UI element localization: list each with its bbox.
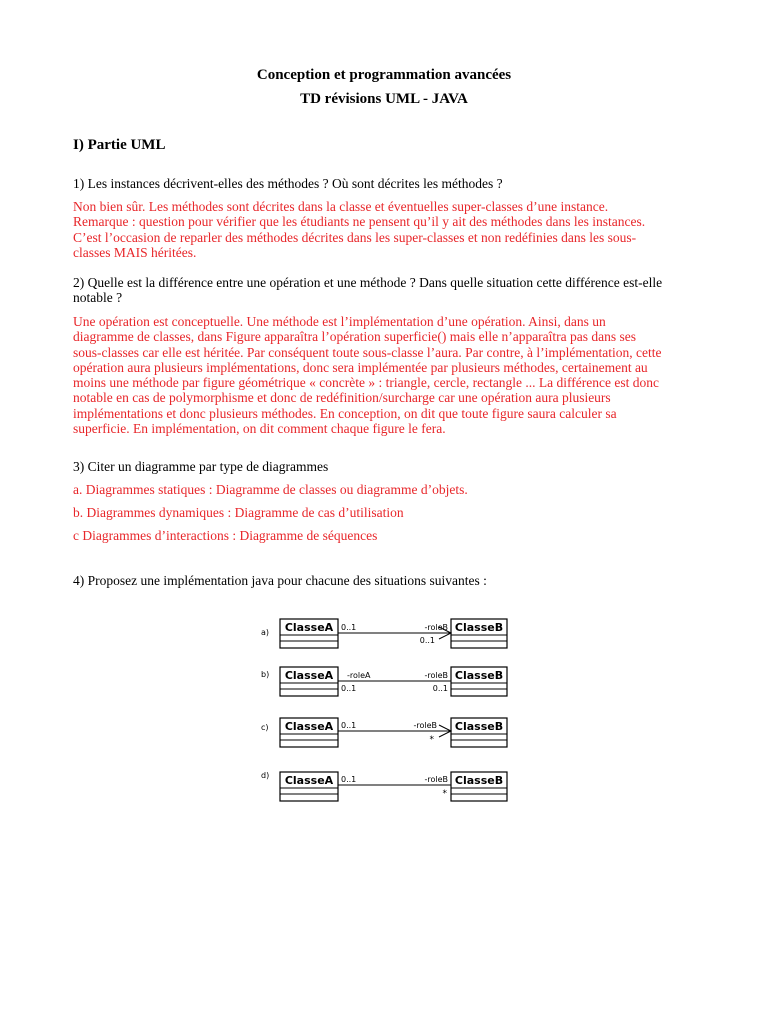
answer-1-line: Non bien sûr. Les méthodes sont décrites dans la classe et éventuelles super-classes d’une instance.	[73, 199, 609, 214]
answer-2-line: Une opération est conceptuelle. Une méthode est l’implémentation d’une opération. Ainsi, dans un	[73, 314, 606, 329]
multiplicity-right: *	[429, 735, 434, 745]
role-left: -roleA	[347, 671, 371, 680]
answer-2-line: opération aura plusieurs implémentations, donc sera implémentée par plusieurs méthodes, certainement au	[73, 359, 648, 375]
answer-2-line: diagramme de classes, dans Figure apparaîtra l’opération superficie() mais elle n’apparaîtra pas dans ses	[73, 329, 637, 345]
role-right: -roleB	[424, 775, 448, 784]
answer-2-line: implémentations et donc plusieurs méthodes. En conception, on dit que toute figure saura calculer sa	[73, 405, 617, 421]
answer-2-line: superficie. En implémentation, on dit comment chaque figure le fera.	[73, 421, 446, 437]
role-right: -roleB	[413, 721, 437, 730]
question-1: 1) Les instances décrivent-elles des méthodes ? Où sont décrites les méthodes ?	[73, 176, 503, 191]
answer-3b: b. Diagrammes dynamiques : Diagramme de cas d’utilisation	[73, 505, 404, 520]
multiplicity-left: 0..1	[341, 721, 357, 730]
role-right: -roleB	[424, 623, 448, 632]
answer-2-line: notable en cas de polymorphisme et donc de redéfinition/surcharge car une opération aura plusieurs	[73, 390, 611, 406]
uml-diagrams	[255, 608, 515, 808]
diagram-label: d)	[261, 771, 270, 780]
question-3: 3) Citer un diagramme par type de diagrammes	[73, 459, 329, 474]
class-name-right: ClasseB	[454, 774, 504, 787]
class-name-right: ClasseB	[454, 621, 504, 634]
answer-1	[73, 199, 703, 260]
question-2-line: notable ?	[73, 290, 123, 305]
multiplicity-left: 0..1	[341, 623, 357, 632]
answer-1-line: C’est l’occasion de reparler des méthodes décrites dans les super-classes et non redéfinies dans les sous-	[73, 229, 637, 245]
uml-diagram-c	[261, 718, 507, 747]
uml-diagram-d	[261, 771, 507, 801]
question-2-line: 2) Quelle est la différence entre une opération et une méthode ? Dans quelle situation cette différence est-elle	[73, 275, 663, 290]
question-2	[73, 275, 703, 305]
document-title: Conception et programmation avancées	[256, 67, 512, 83]
class-name-left: ClasseA	[284, 621, 334, 634]
document-subtitle: TD révisions UML - JAVA	[300, 91, 468, 107]
class-name-left: ClasseA	[284, 774, 334, 787]
role-right: -roleB	[424, 671, 448, 680]
answer-3c: c Diagrammes d’interactions : Diagramme de séquences	[73, 528, 378, 543]
diagram-label: b)	[261, 670, 270, 679]
answer-2	[73, 314, 703, 436]
class-name-left: ClasseA	[284, 669, 334, 682]
answer-3a: a. Diagrammes statiques : Diagramme de classes ou diagramme d’objets.	[73, 482, 468, 497]
uml-diagram-a	[261, 619, 507, 648]
answer-2-line: sous-classes car elle est héritée. Par conséquent toute sous-classe l’aura. Par contre, à l’implémentation, cette	[73, 344, 662, 360]
multiplicity-right: *	[442, 789, 447, 799]
question-4: 4) Proposez une implémentation java pour chacune des situations suivantes :	[73, 573, 487, 588]
uml-diagram-b	[261, 667, 507, 696]
multiplicity-left: 0..1	[341, 684, 357, 693]
diagram-label: a)	[261, 628, 270, 637]
class-name-right: ClasseB	[454, 669, 504, 682]
answer-1-line: Remarque : question pour vérifier que les étudiants ne pensent qu’il y ait des méthodes dans les instances.	[73, 214, 646, 230]
answer-1-line: classes MAIS héritées.	[73, 244, 197, 260]
class-name-left: ClasseA	[284, 720, 334, 733]
multiplicity-left: 0..1	[341, 775, 357, 784]
diagram-label: c)	[261, 723, 269, 732]
multiplicity-right: 0..1	[432, 684, 448, 693]
answer-2-line: moins une méthode par figure géométrique « concrète » : triangle, cercle, rectangle ... La différence est donc	[73, 375, 659, 391]
class-name-right: ClasseB	[454, 720, 504, 733]
multiplicity-right: 0..1	[419, 636, 435, 645]
section-heading-uml: I) Partie UML	[73, 137, 166, 153]
